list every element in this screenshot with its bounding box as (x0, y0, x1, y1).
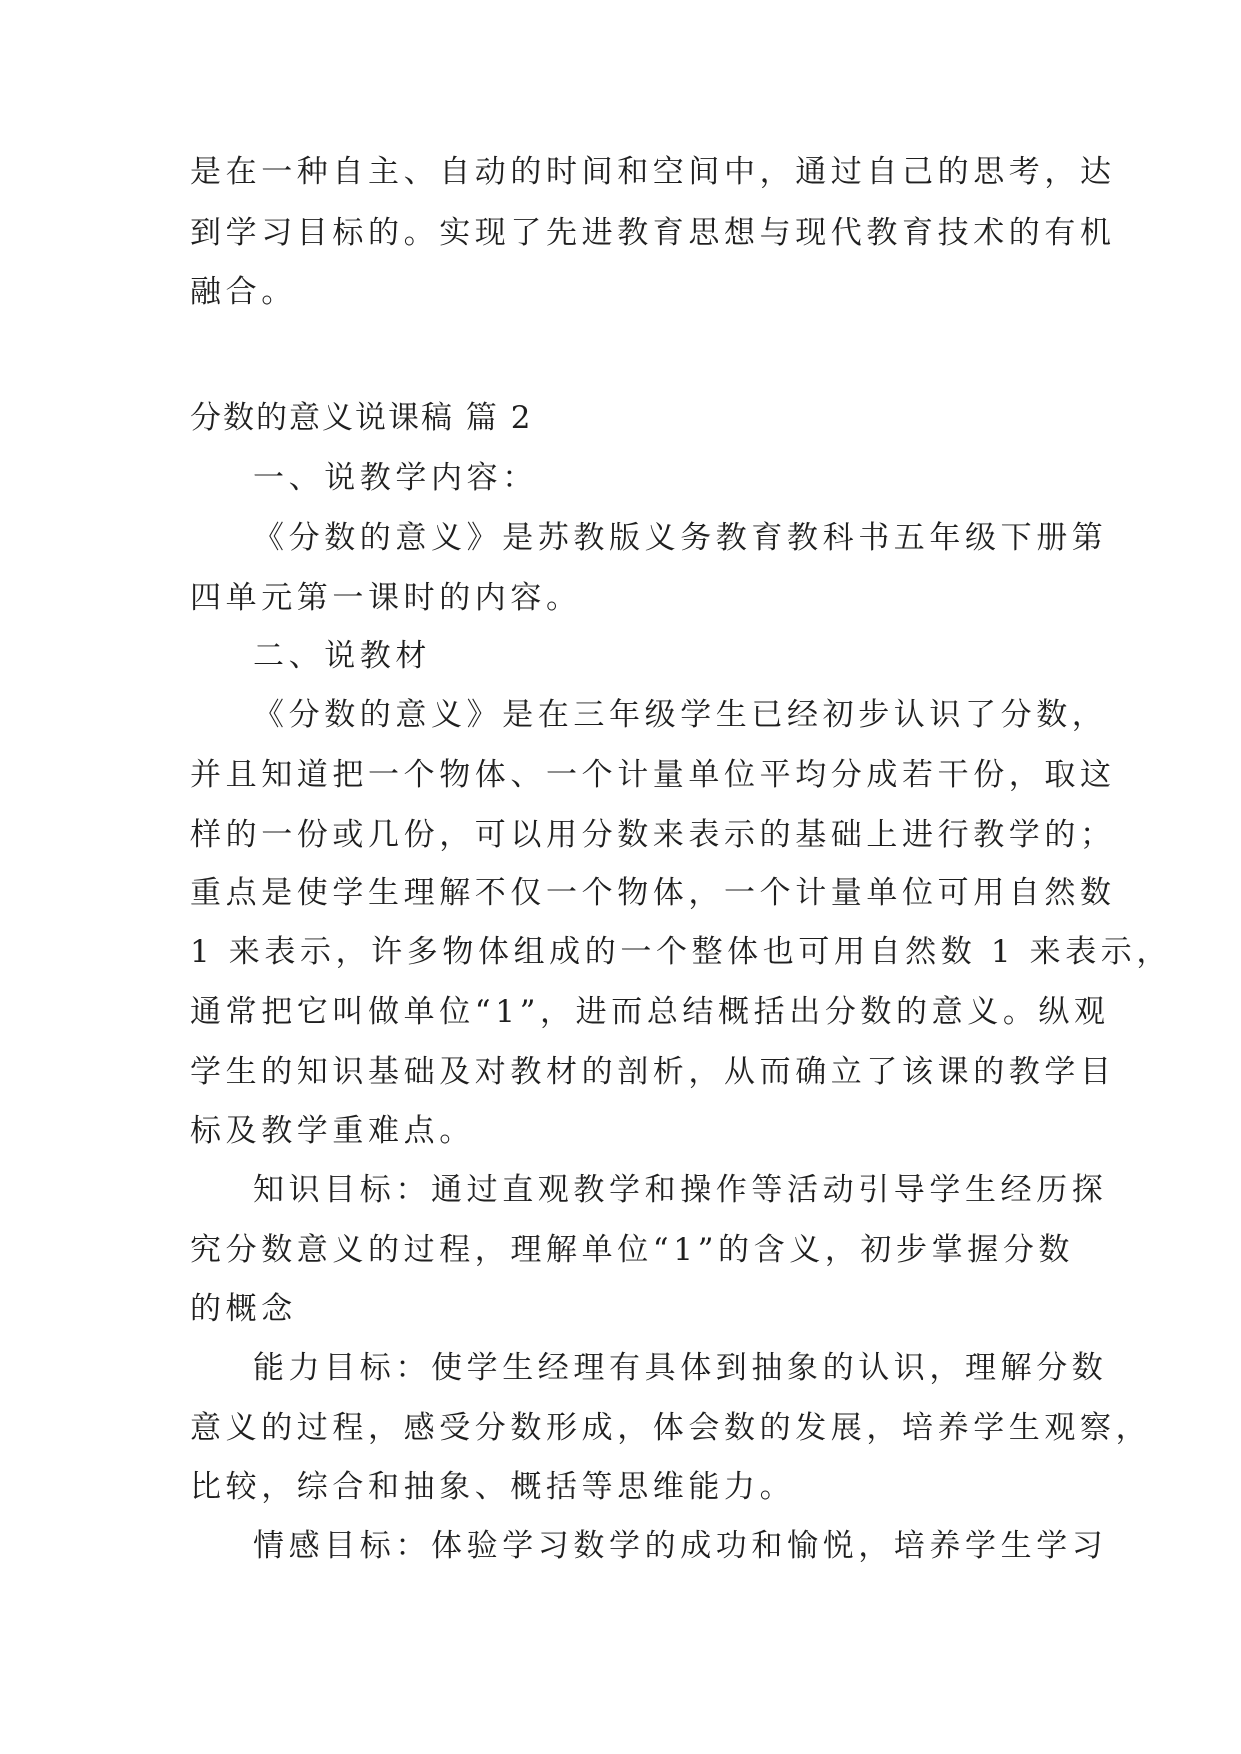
paragraph-line: 究分数意义的过程，理解单位“1”的含义，初步掌握分数 (190, 1232, 1075, 1268)
paragraph-line: 情感目标：体验学习数学的成功和愉悦，培养学生学习 (253, 1528, 1108, 1564)
paragraph-line: 到学习目标的。实现了先进教育思想与现代教育技术的有机 (190, 215, 1116, 251)
paragraph-line: 并且知道把一个物体、一个计量单位平均分成若干份，取这 (190, 757, 1116, 793)
paragraph-line: 通常把它叫做单位“1”，进而总结概括出分数的意义。纵观 (190, 994, 1110, 1030)
paragraph-line: 学生的知识基础及对教材的剖析，从而确立了该课的教学目 (190, 1054, 1116, 1090)
paragraph-line: 能力目标：使学生经理有具体到抽象的认识，理解分数 (253, 1350, 1108, 1386)
paragraph-line: 的概念 (190, 1291, 297, 1327)
paragraph-line: 比较，综合和抽象、概括等思维能力。 (190, 1469, 796, 1505)
paragraph-line: 意义的过程，感受分数形成，体会数的发展，培养学生观察， (190, 1410, 1152, 1446)
paragraph-line: 融合。 (190, 274, 297, 310)
paragraph-line: 《分数的意义》是苏教版义务教育教科书五年级下册第 (253, 520, 1108, 556)
paragraph-line: 是在一种自主、自动的时间和空间中，通过自己的思考，达 (190, 154, 1116, 190)
section-heading: 二、说教材 (253, 638, 431, 674)
paragraph-line: 《分数的意义》是在三年级学生已经初步认识了分数， (253, 697, 1108, 733)
paragraph-line: 标及教学重难点。 (190, 1113, 475, 1149)
section-title: 分数的意义说课稿 篇 2 (190, 400, 533, 436)
paragraph-line: 重点是使学生理解不仅一个物体，一个计量单位可用自然数 (190, 875, 1116, 911)
paragraph-line: 知识目标：通过直观教学和操作等活动引导学生经历探 (253, 1172, 1108, 1208)
section-heading: 一、说教学内容： (253, 460, 538, 496)
paragraph-line: 四单元第一课时的内容。 (190, 580, 582, 616)
paragraph-line: 1 来表示，许多物体组成的一个整体也可用自然数 1 来表示， (190, 934, 1173, 970)
paragraph-line: 样的一份或几份，可以用分数来表示的基础上进行教学的； (190, 817, 1116, 853)
